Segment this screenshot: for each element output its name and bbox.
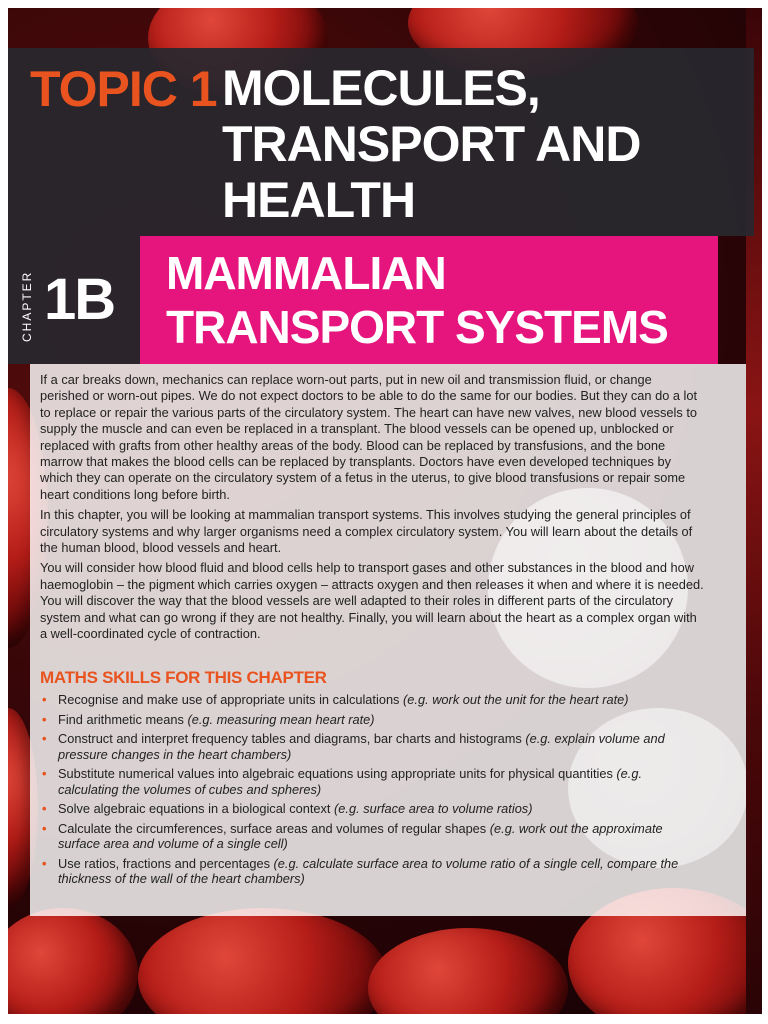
skill-example: (e.g. calculate surface area to volume ratio of a single cell, compare the thickness of the wall of the heart chambers) — [58, 855, 679, 886]
topic-label: TOPIC 1 — [30, 61, 217, 117]
skill-example: (e.g. work out the unit for the heart rate) — [403, 692, 629, 707]
maths-skills-heading: MATHS SKILLS FOR THIS CHAPTER — [40, 668, 327, 687]
red-blood-cell — [138, 908, 388, 1014]
bullet-icon: • — [42, 766, 47, 781]
chapter-number: 1B — [44, 267, 115, 332]
skill-example: (e.g. measuring mean heart rate) — [187, 711, 375, 727]
skill-example: (e.g. work out the approximate surface area and volume of a single cell) — [58, 820, 663, 851]
chapter-word: CHAPTER — [20, 270, 34, 342]
bullet-icon: • — [42, 820, 47, 836]
list-item — [40, 766, 700, 797]
intro-paragraph: In this chapter, you will be looking at mammalian transport systems. This involves studying the general principles of circulatory systems and why larger organisms need a complex circulatory system. You will learn about the details of the human blood, blood vessels and heart. — [40, 507, 693, 556]
intro-paragraph: If a car breaks down, mechanics can replace worn-out parts, put in new oil and transmission fluid, or change perished or worn-out pipes. We do not expect doctors to be able to do the same for our bodies. But they can do a lot to replace or repair the various parts of the circulatory system. The heart can have new valves, new blood vessels to supply the muscle and can even be replaced in a transplant. The blood vessels can be opened up, unblocked or replaced with grafts from other healthy areas of the body. Blood can be replaced by transfusions, and the bone marrow that makes the blood cells can be replaced by transplants. Doctors have even developed techniques by which they can operate on the circulatory system of a fetus in the uterus, to give blood transfusions or repair some heart conditions long before birth. — [40, 372, 698, 502]
list-item — [40, 801, 700, 817]
skill-example: (e.g. calculating the volumes of cubes and spheres) — [58, 766, 643, 797]
skill-text: Construct and interpret frequency tables and diagrams, bar charts and histograms — [58, 731, 522, 746]
skill-example: (e.g. surface area to volume ratios) — [334, 801, 533, 816]
skill-text: Find arithmetic means — [58, 711, 184, 727]
bullet-icon: • — [42, 692, 47, 707]
chapter-title: MAMMALIAN TRANSPORT SYSTEMS — [166, 247, 668, 353]
skill-text: Recognise and make use of appropriate units in calculations — [58, 692, 400, 707]
skill-example: (e.g. explain volume and pressure changes in the heart chambers) — [58, 731, 665, 762]
red-blood-cell — [8, 908, 138, 1014]
bullet-icon: • — [42, 731, 47, 746]
skill-text: Calculate the circumferences, surface areas and volumes of regular shapes — [58, 820, 487, 836]
list-item — [40, 712, 700, 728]
red-blood-cell — [368, 928, 568, 1014]
list-item — [40, 821, 700, 852]
intro-paragraph: You will consider how blood fluid and blood cells help to transport gases and other substances in the blood and how haemoglobin – the pigment which carries oxygen – attracts oxygen and then releases it when and where it is needed. You will discover the way that the blood vessels are well adapted to their roles in different parts of the circulatory system and what can go wrong if they are not healthy. Finally, you will learn about the heart as a complex organ with a well-coordinated cycle of contraction. — [40, 560, 704, 642]
topic-title: MOLECULES, TRANSPORT AND HEALTH — [222, 60, 641, 228]
skill-text: Substitute numerical values into algebraic equations using appropriate units for physical quantities — [58, 766, 613, 781]
list-item — [40, 731, 700, 762]
list-item — [40, 692, 700, 708]
skill-text: Solve algebraic equations in a biological context — [58, 801, 331, 816]
bullet-icon: • — [42, 855, 47, 871]
list-item — [40, 856, 700, 887]
bullet-icon: • — [42, 801, 47, 816]
intro-text — [40, 372, 704, 647]
bullet-icon: • — [42, 711, 47, 727]
skill-text: Use ratios, fractions and percentages — [58, 855, 270, 871]
maths-skills-list — [40, 692, 700, 891]
